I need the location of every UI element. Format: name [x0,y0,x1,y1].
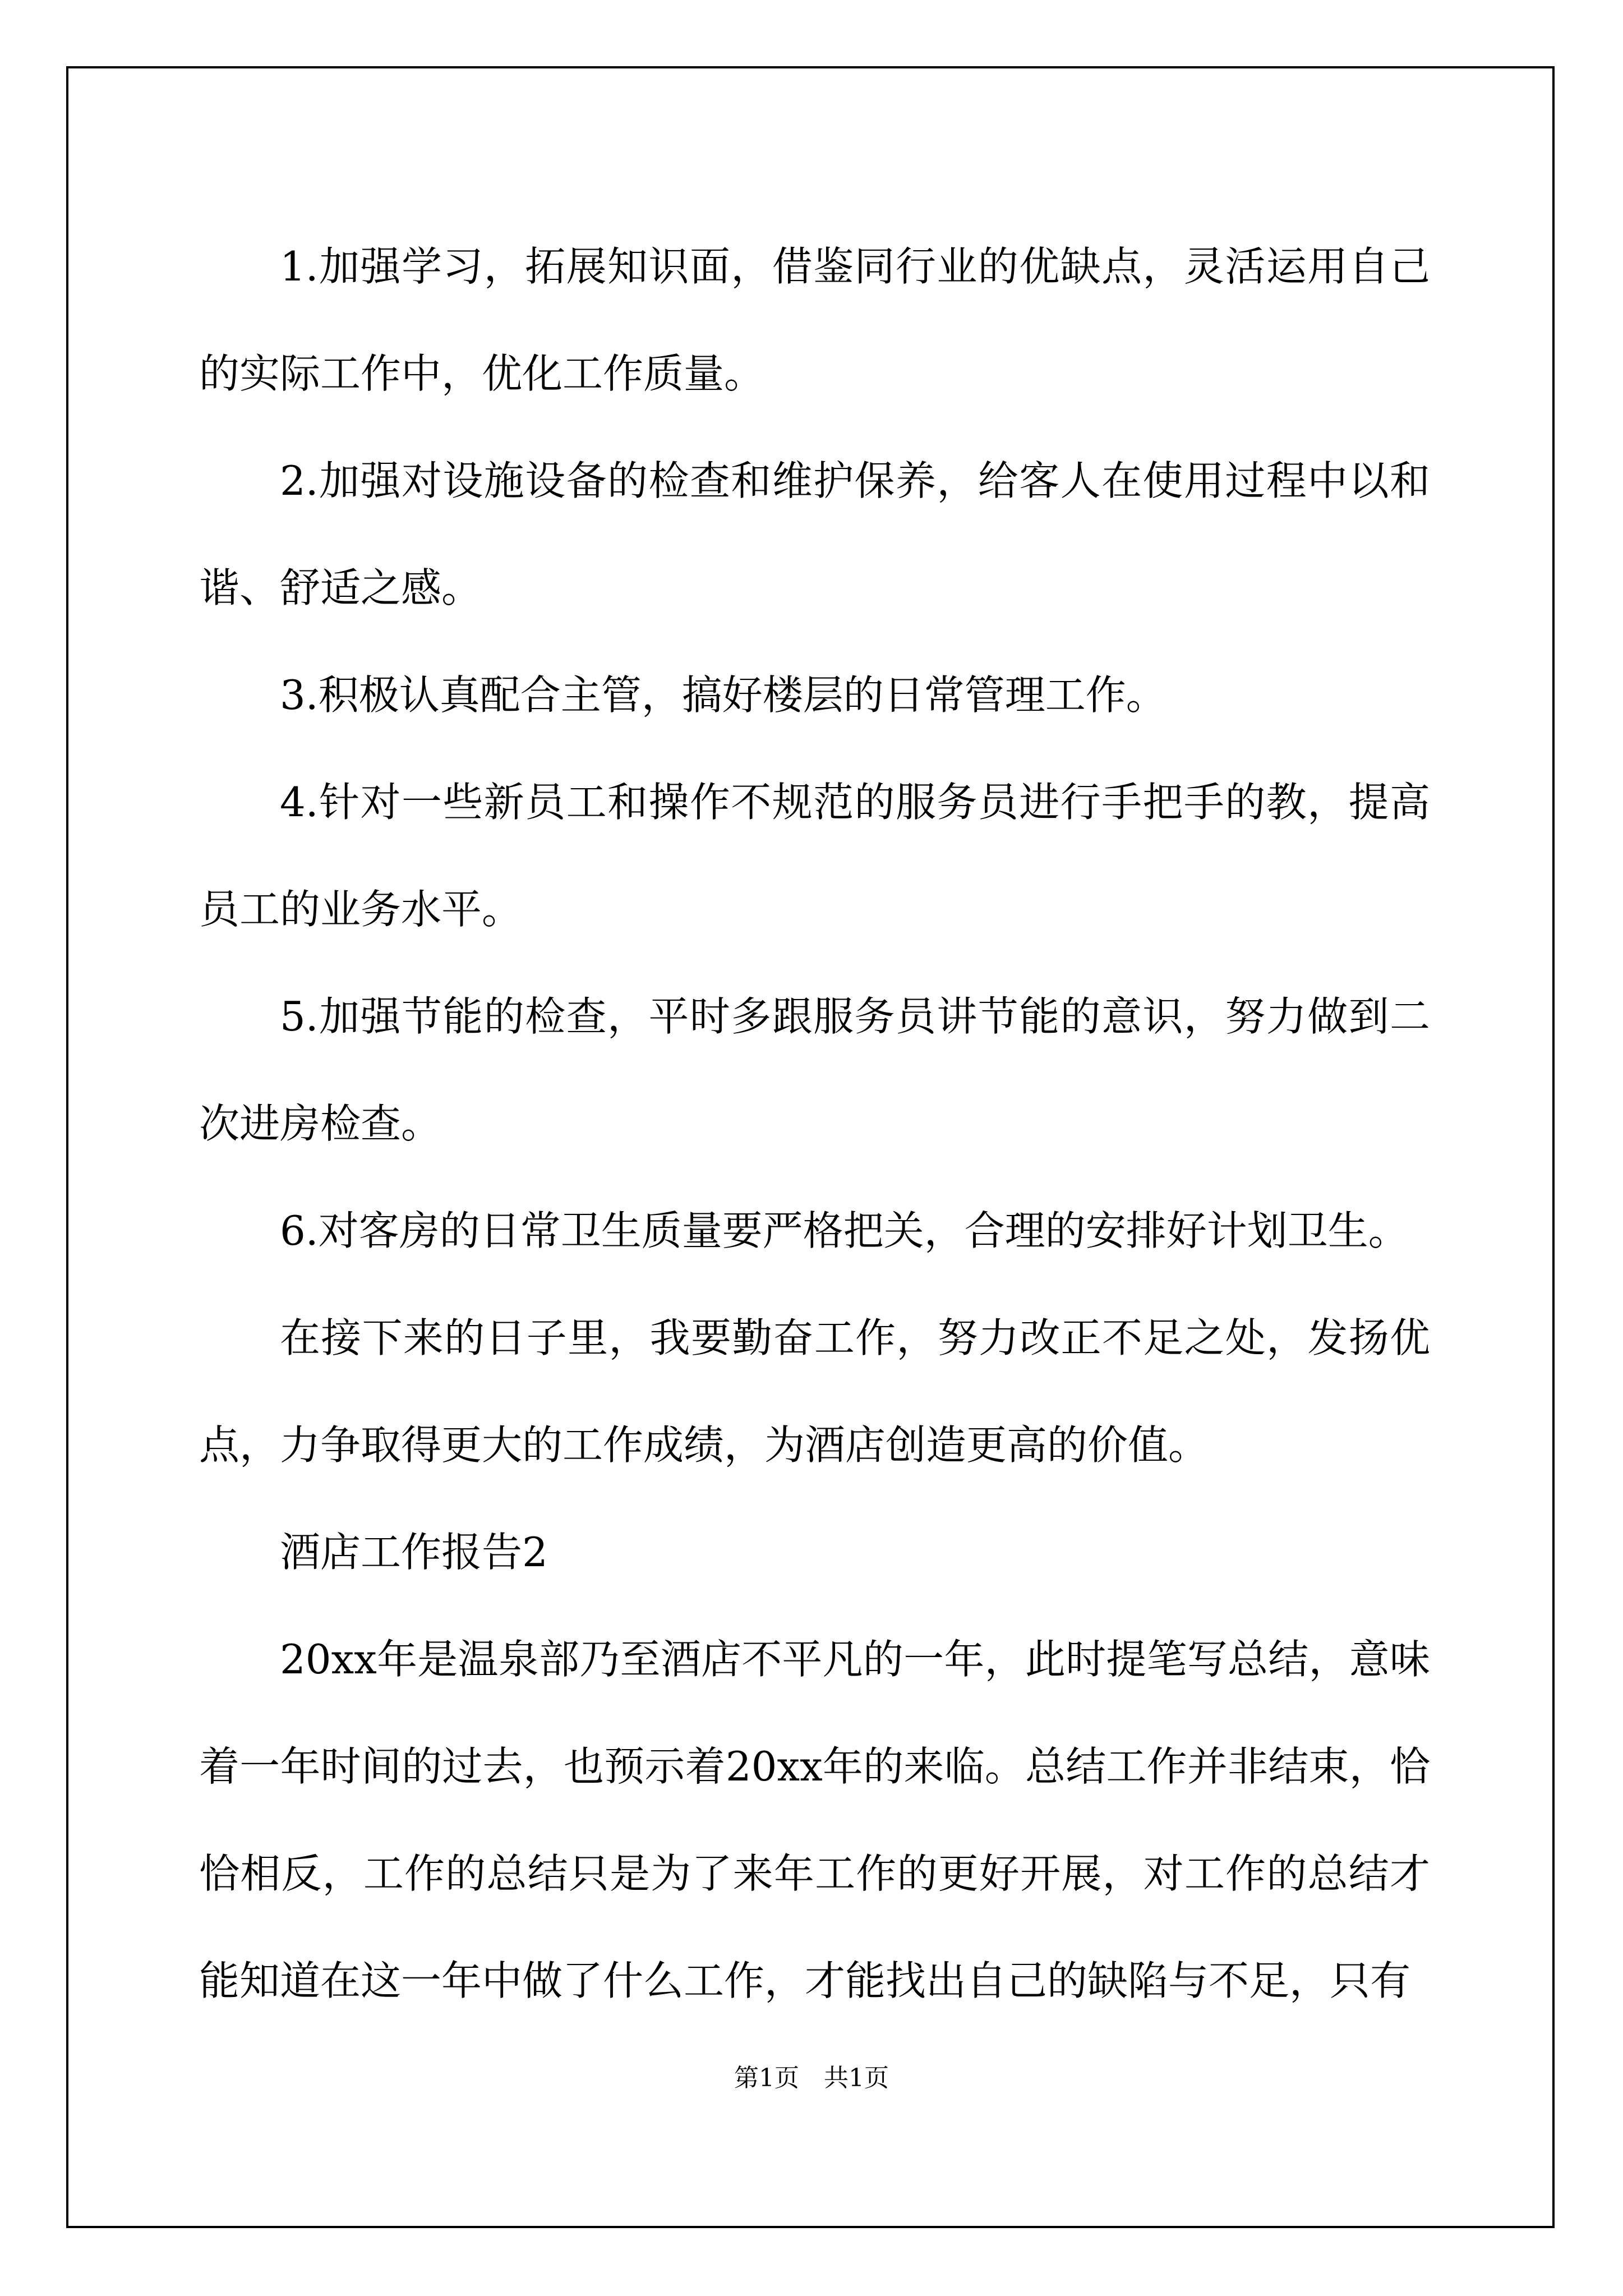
paragraph-closing: 在接下来的日子里，我要勤奋工作，努力改正不足之处，发扬优点，力争取得更大的工作成绩，为酒店创造更高的价值。 [199,1314,1430,1469]
paragraph-report-intro: 20xx年是温泉部乃至酒店不平凡的一年，此时提笔写总结，意味着一年时间的过去，也预示着20xx年的来临。总结工作并非结束，恰恰相反，工作的总结只是为了来年工作的更好开展，对工作的总结才能知道在这一年中做了什么工作，才能找出自己的缺陷与不足，只有 [199,1636,1430,2004]
page-number-footer: 第1页 共1页 [734,2064,889,2092]
document-body [199,213,1430,2035]
paragraph-item-1: 1.加强学习，拓展知识面，借鉴同行业的优缺点，灵活运用自己的实际工作中，优化工作质量。 [199,243,1430,397]
paragraph-item-3: 3.积极认真配合主管，搞好楼层的日常管理工作。 [280,671,1166,719]
paragraph-item-4: 4.针对一些新员工和操作不规范的服务员进行手把手的教，提高员工的业务水平。 [199,779,1430,933]
paragraph-item-5: 5.加强节能的检查，平时多跟服务员讲节能的意识，努力做到二次进房检查。 [199,993,1430,1147]
paragraph-item-2: 2.加强对设施设备的检查和维护保养，给客人在使用过程中以和谐、舒适之感。 [199,457,1430,611]
paragraph-item-6: 6.对客房的日常卫生质量要严格把关，合理的安排好计划卫生。 [280,1207,1409,1254]
section-heading: 酒店工作报告2 [280,1529,548,1576]
